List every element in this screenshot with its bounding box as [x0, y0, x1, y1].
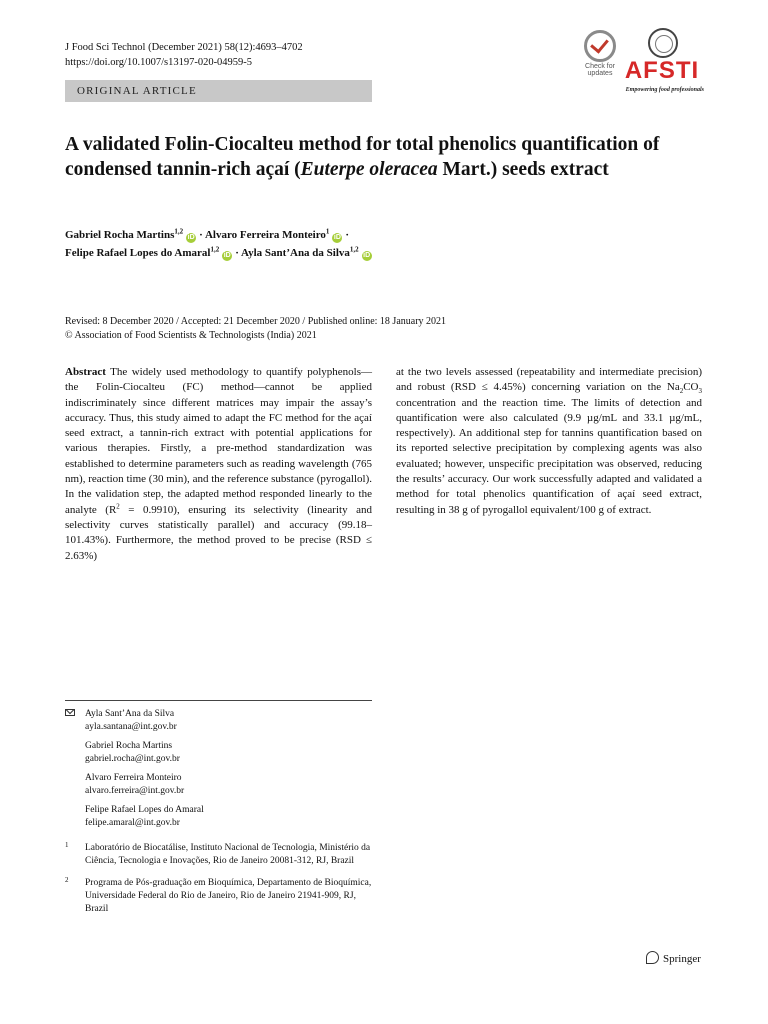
afsti-logo — [620, 28, 704, 96]
affiliation-entry — [65, 877, 372, 916]
author-contacts — [65, 708, 372, 836]
affiliation-entry — [65, 842, 372, 868]
author-name[interactable]: Felipe Rafael Lopes do Amaral — [65, 247, 211, 259]
check-for-updates-badge[interactable] — [580, 30, 620, 77]
author-affiliation-ref: 1 — [325, 227, 330, 236]
contact-name: Felipe Rafael Lopes do Amaral — [85, 805, 204, 815]
author-name[interactable]: Gabriel Rocha Martins — [65, 229, 175, 241]
footnote-divider — [65, 700, 372, 701]
orcid-icon[interactable]: iD — [187, 234, 195, 241]
contact-email[interactable]: ayla.santana@int.gov.br — [85, 722, 177, 732]
contact-entry — [65, 708, 372, 734]
affiliations — [65, 842, 372, 925]
abstract-column-left — [65, 365, 372, 564]
contact-name: Ayla Sant’Ana da Silva — [85, 709, 175, 719]
afsti-logo-letters: AFSTI — [624, 57, 700, 84]
doi-link[interactable]: https://doi.org/10.1007/s13197-020-04959-5 — [65, 57, 253, 68]
author-list: Gabriel Rocha Martins$^{1,2}$iD · Alvaro Ferreira Monteiro$^1$iD · Felipe Rafael Lopes do Amaral$^{1,2}$iD · Ayla Sant’Ana da Silva$^{1,2}$iD — [65, 227, 371, 259]
title-main: A validated Folin-Ciocalteu method for total phenolics quantification of condensed tannin-rich açaí ( — [65, 134, 660, 180]
journal-citation: J Food Sci Technol (December 2021) 58(12):4693–4702 — [65, 42, 303, 53]
affiliation-text: Laboratório de Biocatálise, Instituto Nacional de Tecnologia, Ministério da Ciência, Tecnologia e Inovações, Rio de Janeiro 20081-312, RJ, Brazil — [85, 843, 371, 866]
contact-entry — [65, 740, 372, 766]
contact-name: Alvaro Ferreira Monteiro — [85, 773, 182, 783]
formula-subscript: 2 — [679, 387, 684, 396]
author-name[interactable]: Alvaro Ferreira Monteiro — [204, 229, 326, 241]
springer-logo — [646, 951, 701, 967]
contact-entry — [65, 804, 372, 830]
abstract-text: at the two levels assessed (repeatability and intermediate precision) and robust (RSD ≤ 4.45%) concerning variation on the Na — [396, 366, 702, 394]
springer-horse-icon — [646, 951, 659, 964]
envelope-icon — [65, 709, 75, 716]
afsti-emblem-icon — [648, 28, 678, 58]
orcid-icon[interactable]: iD — [363, 252, 371, 259]
orcid-icon[interactable]: iD — [333, 234, 341, 241]
article-title — [65, 133, 685, 182]
affiliation-number: 2 — [65, 876, 69, 884]
abstract-column-right — [396, 365, 702, 518]
author-affiliation-ref: 1,2 — [210, 245, 220, 254]
affiliation-text: Programa de Pós-graduação em Bioquímica, Departamento de Bioquímica, Universidade Federal do Rio de Janeiro, Rio de Janeiro 21941-909, RJ, Brazil — [85, 878, 372, 914]
copyright-notice: © Association of Food Scientists & Technologists (India) 2021 — [65, 330, 317, 341]
contact-email[interactable]: gabriel.rocha@int.gov.br — [85, 754, 180, 764]
author-affiliation-ref: 1,2 — [174, 227, 184, 236]
publisher-name: Springer — [663, 953, 701, 965]
afsti-tagline: Empowering food professionals — [625, 87, 704, 93]
orcid-icon[interactable]: iD — [223, 252, 231, 259]
article-type-banner: ORIGINAL ARTICLE — [65, 80, 372, 102]
contact-name: Gabriel Rocha Martins — [85, 741, 173, 751]
title-species: Euterpe oleracea — [300, 158, 438, 180]
check-for-updates-icon — [584, 30, 616, 62]
author-name[interactable]: Ayla Sant’Ana da Silva — [241, 247, 350, 259]
r-squared-superscript: 2 — [116, 502, 120, 511]
formula-text: CO — [683, 381, 699, 394]
abstract-text: = 0.9910), ensuring its selectivity (linearity and selectivity curves statistically parallel) and accuracy (99.18–101.43%). Furthermore, the method proved to be precise (RSD ≤ 2.63%) — [65, 503, 372, 562]
title-end: Mart.) seeds extract — [437, 158, 609, 180]
abstract-text: The widely used methodology to quantify polyphenols—the Folin-Ciocalteu (FC) method—cannot be applied indiscriminately since different matrices may impair the assay’s accuracy. Thus, this study aimed to adapt the FC method for the açaí seed extract, a tannin-rich extract with potential applications for various therapies. Firstly, a pre-method standardization was established to determine parameters such as reading wavelength (765 nm), reaction time (30 min), and the reference substance (pyrogallol). In the validation step, the adapted method responded linearly to the analyte (R — [65, 366, 372, 516]
contact-email[interactable]: alvaro.ferreira@int.gov.br — [85, 786, 185, 796]
publication-history: Revised: 8 December 2020 / Accepted: 21 December 2020 / Published online: 18 January 2021 — [65, 316, 447, 327]
affiliation-number: 1 — [65, 841, 69, 849]
check-for-updates-label: Check for updates — [585, 63, 615, 77]
journal-header — [65, 40, 303, 70]
abstract-text: concentration and the reaction time. The limits of detection and quantification were also calculated (9.9 µg/mL and 33.1 µg/mL, respectively). An additional step for tannins quantification based on its reported selective precipitation by complexing agents was also evaluated; however, unspecific precipitation was observed, reducing the results’ accuracy. Our work successfully adapted and validated a method for total phenolics quantification of açaí seed extract, resulting in 38 g of pyrogallol equivalent/100 g of extract. — [396, 396, 702, 516]
contact-email[interactable]: felipe.amaral@int.gov.br — [85, 818, 180, 828]
author-affiliation-ref: 1,2 — [349, 245, 359, 254]
contact-entry — [65, 772, 372, 798]
abstract-heading: Abstract — [65, 366, 106, 378]
publication-dates — [65, 315, 685, 343]
formula-subscript: 3 — [698, 387, 702, 396]
